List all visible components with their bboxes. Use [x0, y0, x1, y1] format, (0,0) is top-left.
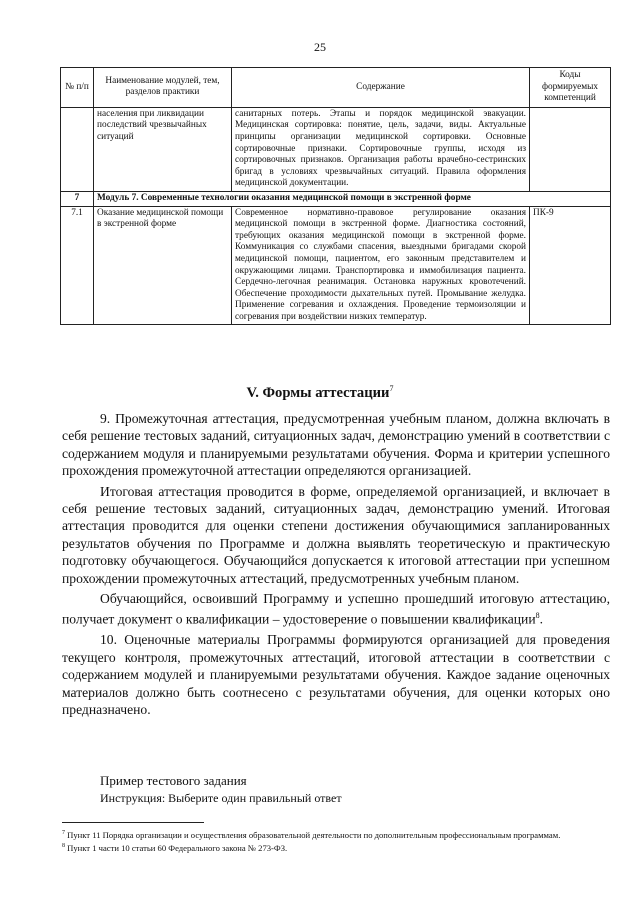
row-content: санитарных потерь. Этапы и порядок медицинской эвакуации. Медицинская сортировка: понятие, цель, задачи, виды. Актуальные принципы организации медицинской сортировки. Основные сортировочные признаки. Сортировочные группы, исходя из сортировочных признаков. Организация работы врачебно-сестринских бригад в условиях чрезвычайных ситуаций. Правила оформления медицинской документации.: [232, 107, 530, 191]
table-row: [61, 107, 611, 191]
table-row: [61, 206, 611, 325]
row-codes: [530, 107, 611, 191]
table-header-row: [61, 68, 611, 108]
footnote-separator: [62, 822, 204, 823]
section-heading: [0, 384, 640, 402]
module-no: 7: [61, 191, 94, 206]
footnote-8: [62, 841, 610, 854]
paragraph-final-assessment: Итоговая аттестация проводится в форме, определяемой организацией, и включает в себя решение тестовых заданий, ситуационных задач, демонстрацию умений. Итоговая аттестация проводится для оценки степени достижения обучающимися запланированных результатов обучения по Программе и должна выявлять теоретическую и практическую подготовку обучающегося. Обучающийся допускается к итоговой аттестации при успешном прохождении промежуточных аттестаций, предусмотренных учебным планом.: [62, 483, 610, 586]
header-content: Содержание: [232, 68, 530, 108]
body-text: [62, 410, 610, 721]
row-no: [61, 107, 94, 191]
header-no: № п/п: [61, 68, 94, 108]
header-name: Наименование модулей, тем, разделов практики: [94, 68, 232, 108]
row-name: Оказание медицинской помощи в экстренной форме: [94, 206, 232, 325]
row-no: 7.1: [61, 206, 94, 325]
curriculum-table: [60, 67, 611, 325]
paragraph-assessment-materials: 10. Оценочные материалы Программы формируются организацией для проведения текущего контроля, промежуточных аттестаций, итоговой аттестации в соответствии с содержанием модулей и планируемыми результатами обучения. Каждое задание оценочных материалов должно быть соотнесено с результатами обучения, для оценки которых оно предназначено.: [62, 632, 610, 718]
example-title: Пример тестового задания: [100, 773, 247, 788]
paragraph-intermediate-assessment: 9. Промежуточная аттестация, предусмотренная учебным планом, должна включать в себя решение тестовых заданий, ситуационных задач, демонстрацию умений в соответствии с содержанием модуля и планируемыми результатами обучения. Форма и критерии успешного прохождения промежуточной аттестации определяются организацией.: [62, 411, 610, 479]
example-instruction: Инструкция: Выберите один правильный ответ: [100, 791, 342, 805]
header-codes: Коды формируемых компетенций: [530, 68, 611, 108]
footnote-text: Пункт 11 Порядка организации и осуществления образовательной деятельности по дополнительным профессиональным программам.: [65, 829, 561, 840]
section-heading-text: V. Формы аттестации: [246, 384, 390, 401]
module-title: Модуль 7. Современные технологии оказания медицинской помощи в экстренной форме: [94, 191, 611, 206]
footnote-mark: 8: [62, 842, 65, 849]
footnotes: [62, 828, 610, 854]
footnote-7: [62, 828, 610, 841]
row-content: Современное нормативно-правовое регулирование оказания медицинской помощи в экстренной форме. Диагностика состояний, требующих оказания медицинской помощи в экстренной форме. Коммуникация со службами спасения, выездными бригадами скорой медицинской помощи, пациентом, его законным представителем и окружающими лицами. Транспортировка и иммобилизация пациента. Сердечно-легочная реанимация. Остановка наружных кровотечений. Обеспечение проходимости дыхательных путей. Промывание желудка. Применение согревания и охлаждения. Проведение термоизоляции и согревания при воздействии низких температур.: [232, 206, 530, 325]
row-codes: ПК-9: [530, 206, 611, 325]
page-number: 25: [314, 40, 326, 54]
paragraph-end: .: [539, 612, 544, 627]
footnote-mark: 7: [62, 830, 65, 836]
row-name: населения при ликвидации последствий чрезвычайных ситуаций: [94, 107, 232, 191]
footnote-text: Пункт 1 части 10 статьи 60 Федерального закона № 273-ФЗ.: [65, 842, 288, 853]
footnote-ref-8: 8: [535, 611, 540, 621]
module-row: [61, 191, 611, 206]
footnote-ref-7: 7: [389, 384, 394, 393]
paragraph-qualification-document: [62, 590, 610, 628]
paragraph-text: Обучающийся, освоивший Программу и успешно прошедший итоговую аттестацию, получает документ о квалификации – удостоверение о повышении квалификации: [62, 591, 610, 627]
